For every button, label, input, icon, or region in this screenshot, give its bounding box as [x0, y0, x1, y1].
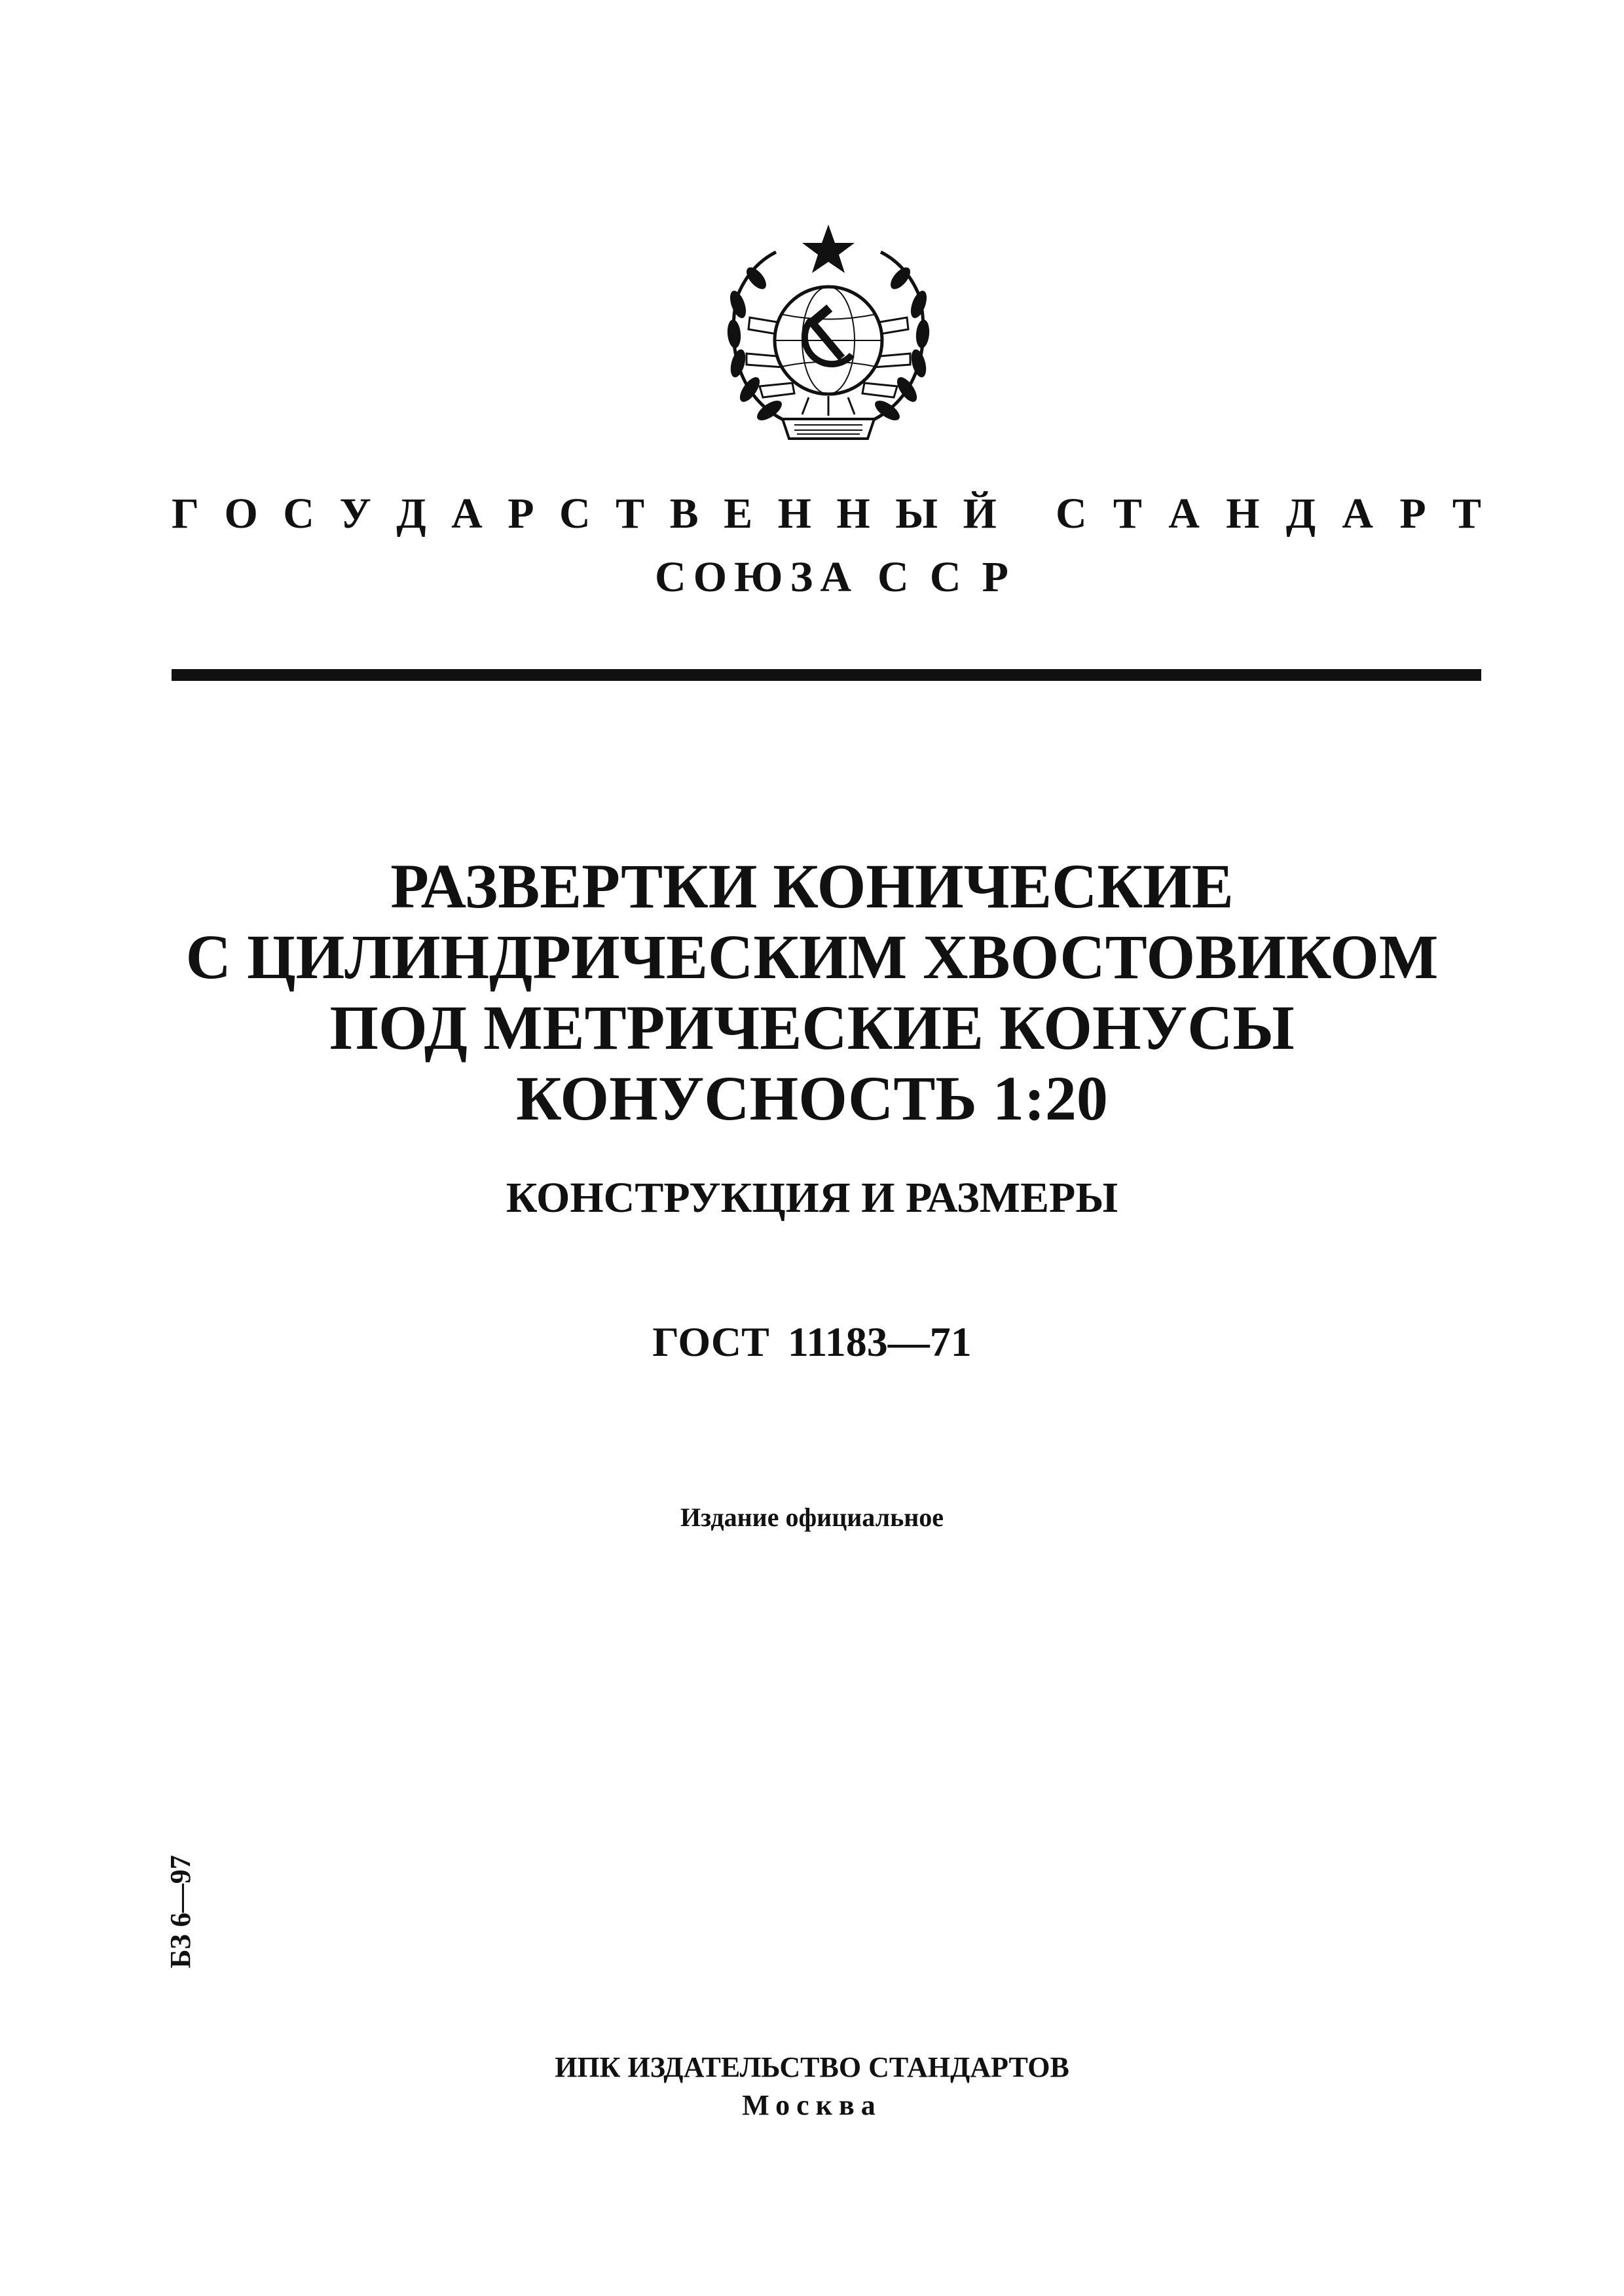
- header-letter: В: [669, 490, 699, 538]
- header-letter: Н: [1226, 490, 1260, 538]
- title-line: КОНУСНОСТЬ 1:20: [516, 1063, 1108, 1133]
- header-letter: С: [283, 490, 314, 538]
- header-letter: С: [559, 490, 591, 538]
- header-word-ssr: [877, 551, 1008, 604]
- header-letter: У: [339, 490, 371, 538]
- header-letter: С: [655, 553, 686, 601]
- header-letter: А: [1342, 490, 1374, 538]
- header-letter: О: [693, 553, 728, 601]
- header-letter: С: [877, 553, 909, 601]
- document-subtitle: КОНСТРУКЦИЯ И РАЗМЕРЫ: [506, 1174, 1118, 1222]
- header-letter: А: [820, 553, 851, 601]
- header-letter: С: [1056, 490, 1087, 538]
- header-word-standart: [1056, 488, 1481, 540]
- header-letter: Т: [616, 490, 645, 538]
- header-letter: Г: [172, 490, 199, 538]
- header-letter: Й: [963, 490, 997, 538]
- title-line: С ЦИЛИНДРИЧЕСКИМ ХВОСТОВИКОМ: [185, 922, 1439, 992]
- side-code: [161, 1846, 200, 1977]
- header-letter: Т: [1113, 490, 1142, 538]
- header-letter: Р: [982, 553, 1008, 601]
- header-letter: Р: [507, 490, 534, 538]
- header-letter: Е: [724, 490, 753, 538]
- header-letter: Ю: [734, 553, 783, 601]
- header-letter: О: [224, 490, 258, 538]
- edition-label: Издание официальное: [680, 1503, 944, 1532]
- header-letter: Д: [1285, 490, 1316, 538]
- header-letter: Н: [777, 490, 811, 538]
- header-line-1: [172, 488, 1481, 540]
- publisher-name: ИПК ИЗДАТЕЛЬСТВО СТАНДАРТОВ: [555, 2051, 1069, 2083]
- header-letter: З: [790, 553, 813, 601]
- publisher-city: Москва: [742, 2089, 882, 2121]
- header-letter: С: [929, 553, 961, 601]
- document-title: [157, 851, 1467, 1134]
- side-code-text: БЗ 6—97: [164, 1855, 196, 1969]
- header-word-gosudarstvenny: [172, 488, 997, 540]
- header-letter: А: [1168, 490, 1200, 538]
- header-letter: А: [451, 490, 483, 538]
- header-letter: Н: [836, 490, 870, 538]
- header-divider: [172, 669, 1481, 681]
- header-letter: Ы: [895, 490, 938, 538]
- header-letter: Т: [1452, 490, 1481, 538]
- title-line: ПОД МЕТРИЧЕСКИЕ КОНУСЫ: [329, 993, 1295, 1063]
- header-letter: Д: [396, 490, 426, 538]
- header-line-2: [655, 551, 1008, 604]
- ussr-coat-of-arms-icon: [710, 219, 946, 462]
- header-word-soyuza: [655, 551, 851, 604]
- gost-number: ГОСТ 11183—71: [652, 1319, 972, 1365]
- title-line: РАЗВЕРТКИ КОНИЧЕСКИЕ: [390, 851, 1234, 921]
- header-letter: Р: [1399, 490, 1426, 538]
